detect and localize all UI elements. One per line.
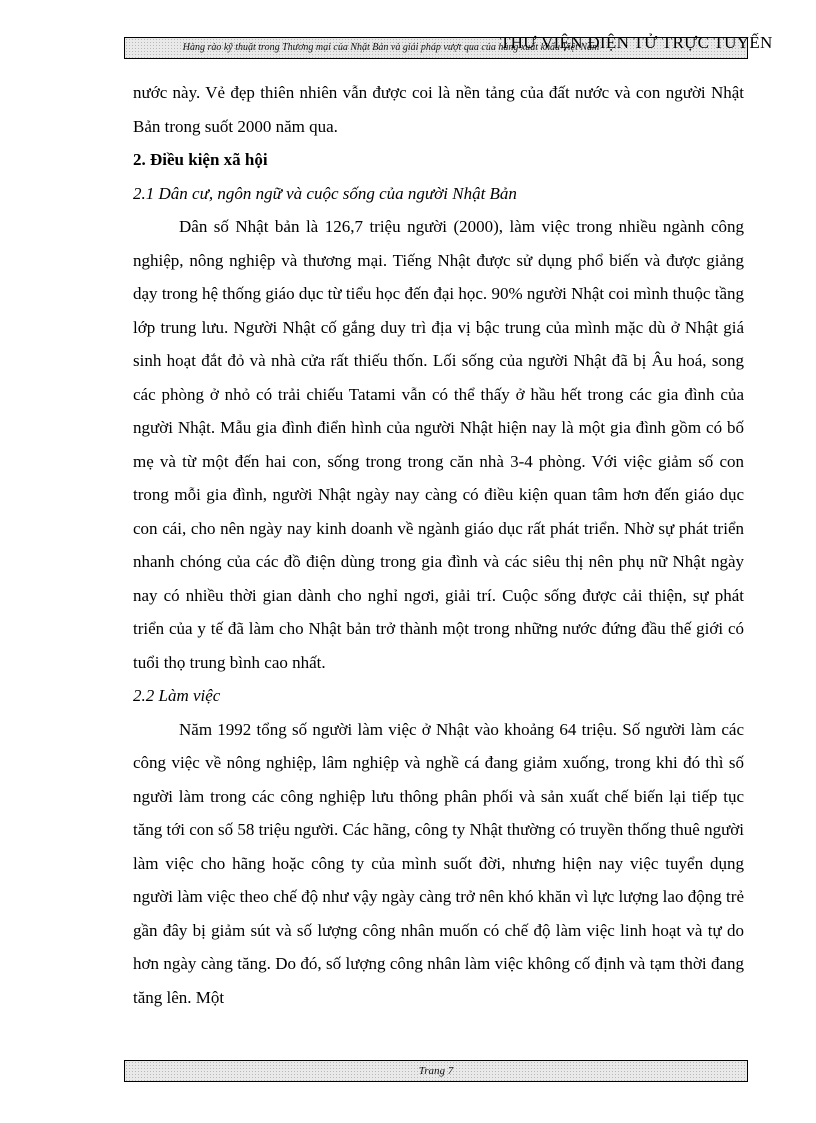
subsection-2-paragraph: Năm 1992 tổng số người làm việc ở Nhật vào khoảng 64 triệu. Số người làm các công việc về nông nghiệp, lâm nghiệp và nghề cá đang giảm xuống, trong khi đó thì số người làm trong các công nghiệp lưu thông phân phối và sản xuất chế biến lại tiếp tục tăng tới con số 58 triệu người. Các hãng, công ty Nhật thường có truyền thống thuê người làm việc cho hãng hoặc công ty của mình suốt đời, nhưng hiện nay việc tuyển dụng người làm việc theo chế độ như vậy ngày càng trở nên khó khăn vì lực lượng lao động trẻ gần đây bị giảm sút và số lượng công nhân muốn có chế độ làm việc linh hoạt và tự do hơn ngày càng tăng. Do đó, số lượng công nhân làm việc không cố định và tạm thời đang tăng lên. Một	[133, 719, 744, 1007]
header-title: Hàng rào kỹ thuật trong Thương mại của Nhật Bản và giải pháp vượt qua của hàng xuất khẩu Việt Nam	[182, 42, 600, 53]
section-heading: 2. Điều kiện xã hội	[133, 150, 268, 169]
intro-paragraph: nước này. Vẻ đẹp thiên nhiên vẫn được coi là nền tảng của đất nước và con người Nhật Bản trong suốt 2000 năm qua.	[133, 83, 744, 136]
page-footer	[124, 1060, 748, 1082]
page-number: Trang 7	[418, 1065, 454, 1077]
subsection-1-title: 2.1 Dân cư, ngôn ngữ và cuộc sống của người Nhật Bản	[133, 183, 517, 203]
subsection-1-paragraph: Dân số Nhật bản là 126,7 triệu người (2000), làm việc trong nhiều ngành công nghiệp, nông nghiệp và thương mại. Tiếng Nhật được sử dụng phổ biến và được giảng dạy trong hệ thống giáo dục từ tiểu học đến đại học. 90% người Nhật coi mình thuộc tầng lớp trung lưu. Người Nhật cố gắng duy trì địa vị bậc trung của mình mặc dù ở Nhật giá sinh hoạt đắt đỏ và nhà cửa rất thiếu thốn. Lối sống của người Nhật đã bị Âu hoá, song các phòng ở nhỏ có trải chiếu Tatami vẫn có thể thấy ở hầu hết trong các gia đình của người Nhật. Mẫu gia đình điển hình của người Nhật hiện nay là một gia đình gồm có bố mẹ và từ một đến hai con, sống trong trong căn nhà 3-4 phòng. Với việc giảm số con trong mỗi gia đình, người Nhật ngày nay càng có điều kiện quan tâm hơn đến giáo dục con cái, cho nên ngày nay kinh doanh về ngành giáo dục rất phát triển. Nhờ sự phát triển nhanh chóng của các đồ điện dùng trong gia đình và các siêu thị nên phụ nữ Nhật ngày nay có nhiều thời gian dành cho nghỉ ngơi, giải trí. Cuộc sống được cải thiện, sự phát triển của y tế đã làm cho Nhật bản trở thành một trong những nước đứng đầu thế giới có tuổi thọ trung bình cao nhất.	[133, 217, 744, 672]
watermark-text: THƯ VIỆN ĐIỆN TỬ TRỰC TUYẾN	[500, 33, 773, 52]
document-body	[133, 76, 744, 1014]
subsection-2-title: 2.2 Làm việc	[133, 686, 221, 705]
